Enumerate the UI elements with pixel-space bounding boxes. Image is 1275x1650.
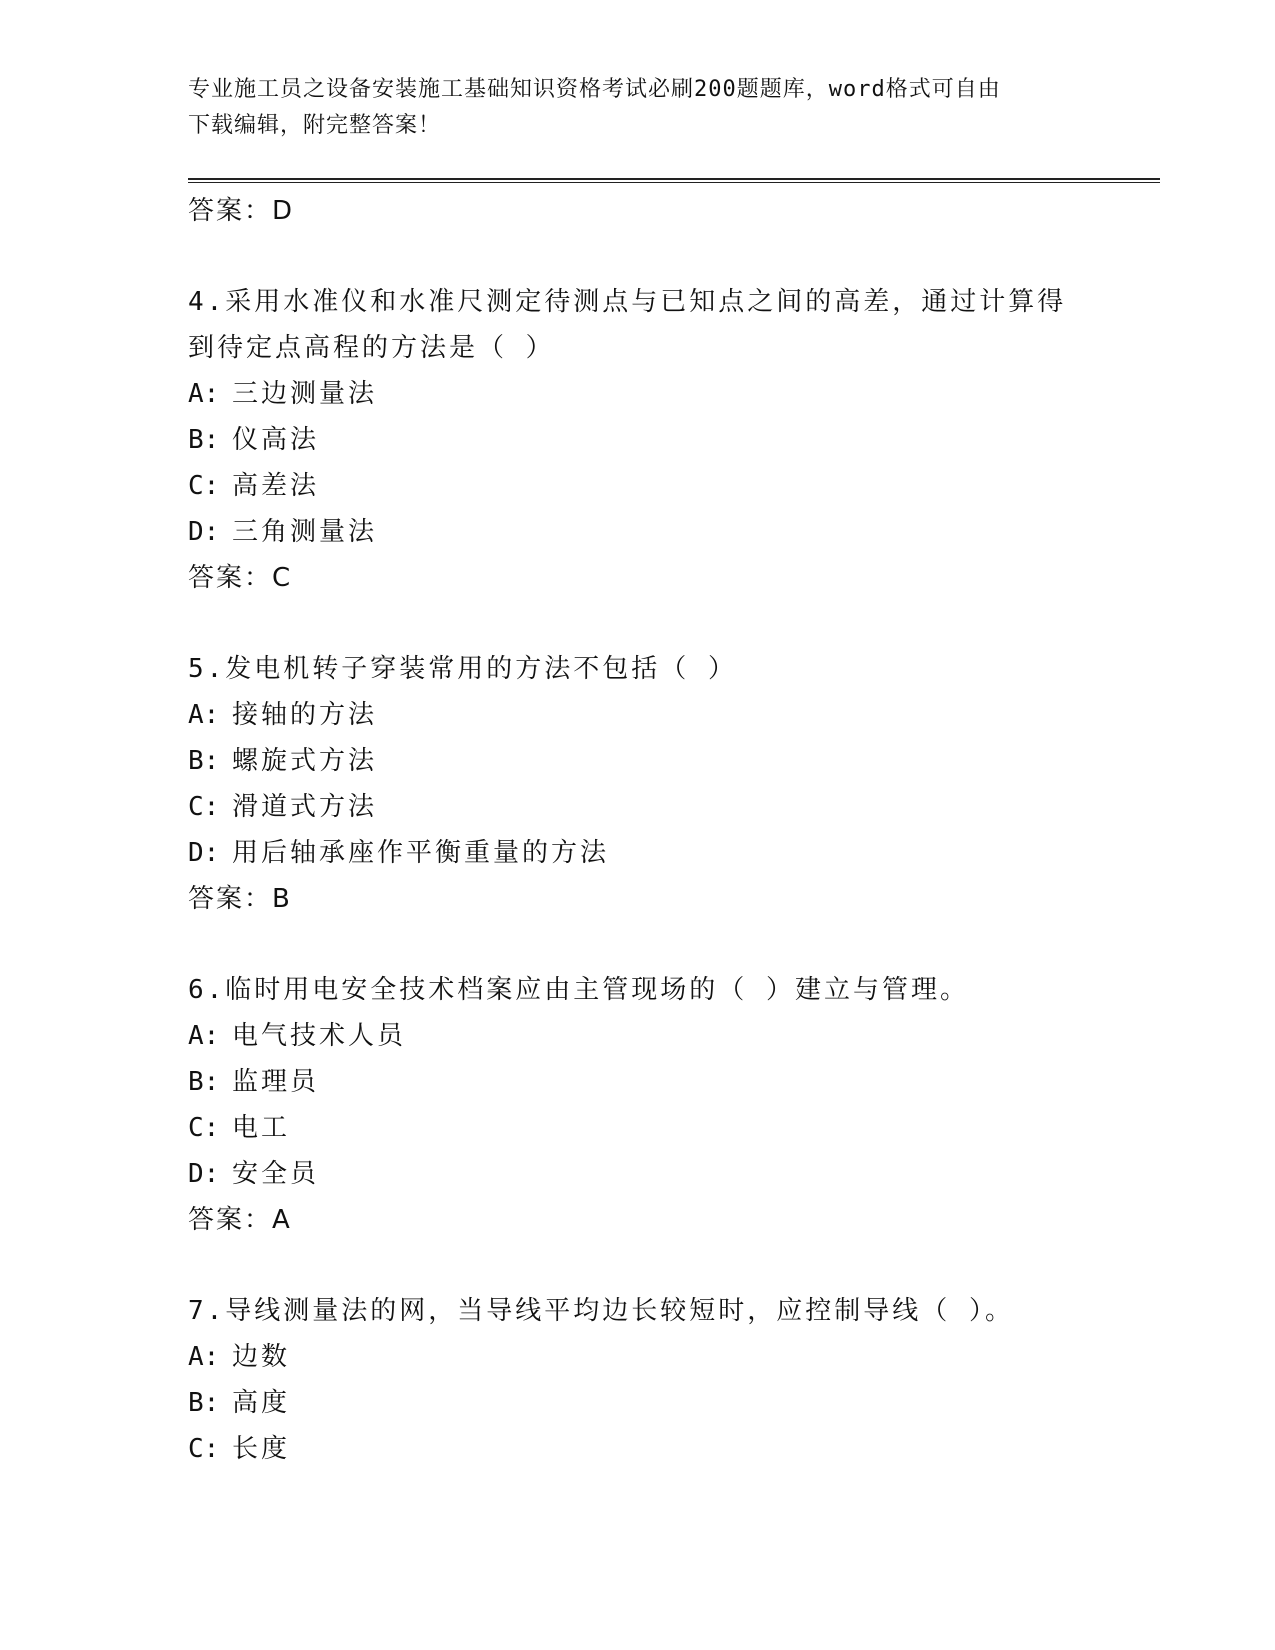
option-d xyxy=(188,1151,1088,1197)
answer: 答案：B xyxy=(188,884,292,914)
option-c xyxy=(188,1426,1088,1472)
spacer xyxy=(188,1243,1088,1288)
option-text: 电气技术人员 xyxy=(232,1021,407,1051)
header-line-2: 下载编辑，附完整答案！ xyxy=(188,113,442,138)
option-b xyxy=(188,417,1088,463)
option-text: 高度 xyxy=(232,1388,291,1418)
option-letter: D: xyxy=(188,517,220,547)
option-c xyxy=(188,463,1088,509)
option-letter: B: xyxy=(188,425,220,455)
option-letter: A: xyxy=(188,700,220,730)
option-text: 监理员 xyxy=(232,1067,320,1097)
option-c xyxy=(188,1105,1088,1151)
spacer xyxy=(188,601,1088,646)
option-text: 边数 xyxy=(232,1342,291,1372)
question-7 xyxy=(188,1288,1088,1472)
header-line-1: 专业施工员之设备安装施工基础知识资格考试必刷200题题库，word格式可自由 xyxy=(188,77,1001,102)
page-header xyxy=(188,72,1088,144)
question-list xyxy=(188,188,1088,1472)
option-a xyxy=(188,1334,1088,1380)
option-text: 滑道式方法 xyxy=(232,792,378,822)
option-b xyxy=(188,738,1088,784)
option-text: 长度 xyxy=(232,1434,291,1464)
header-divider xyxy=(188,178,1160,183)
option-c xyxy=(188,784,1088,830)
option-d xyxy=(188,509,1088,555)
option-letter: C: xyxy=(188,1434,220,1464)
option-letter: B: xyxy=(188,1067,220,1097)
option-letter: B: xyxy=(188,1388,220,1418)
option-text: 电工 xyxy=(232,1113,291,1143)
option-letter: D: xyxy=(188,838,220,868)
option-b xyxy=(188,1059,1088,1105)
option-letter: A: xyxy=(188,1342,220,1372)
option-text: 用后轴承座作平衡重量的方法 xyxy=(232,838,610,868)
spacer xyxy=(188,922,1088,967)
option-text: 三边测量法 xyxy=(232,379,378,409)
option-b xyxy=(188,1380,1088,1426)
option-letter: D: xyxy=(188,1159,220,1189)
option-text: 安全员 xyxy=(232,1159,320,1189)
answer: 答案：C xyxy=(188,563,293,593)
question-6 xyxy=(188,967,1088,1243)
question-stem: 6.临时用电安全技术档案应由主管现场的（ ）建立与管理。 xyxy=(188,975,969,1005)
spacer xyxy=(188,234,1088,279)
question-stem: 7.导线测量法的网，当导线平均边长较短时，应控制导线（ ）。 xyxy=(188,1296,1014,1326)
option-text: 仪高法 xyxy=(232,425,320,455)
option-text: 接轴的方法 xyxy=(232,700,378,730)
option-a xyxy=(188,371,1088,417)
option-letter: A: xyxy=(188,379,220,409)
option-text: 螺旋式方法 xyxy=(232,746,378,776)
option-letter: A: xyxy=(188,1021,220,1051)
option-letter: B: xyxy=(188,746,220,776)
question-5 xyxy=(188,646,1088,922)
question-4 xyxy=(188,279,1088,601)
option-letter: C: xyxy=(188,792,220,822)
option-letter: C: xyxy=(188,471,220,501)
question-stem: 5.发电机转子穿装常用的方法不包括（ ） xyxy=(188,654,737,684)
option-text: 高差法 xyxy=(232,471,320,501)
answer: 答案：A xyxy=(188,1205,292,1235)
option-text: 三角测量法 xyxy=(232,517,378,547)
question-stem-continued: 到待定点高程的方法是（ ） xyxy=(188,333,555,363)
previous-answer: 答案：D xyxy=(188,196,295,226)
option-letter: C: xyxy=(188,1113,220,1143)
question-stem: 4.采用水准仪和水准尺测定待测点与已知点之间的高差，通过计算得 xyxy=(188,287,1067,317)
option-d xyxy=(188,830,1088,876)
option-a xyxy=(188,1013,1088,1059)
option-a xyxy=(188,692,1088,738)
